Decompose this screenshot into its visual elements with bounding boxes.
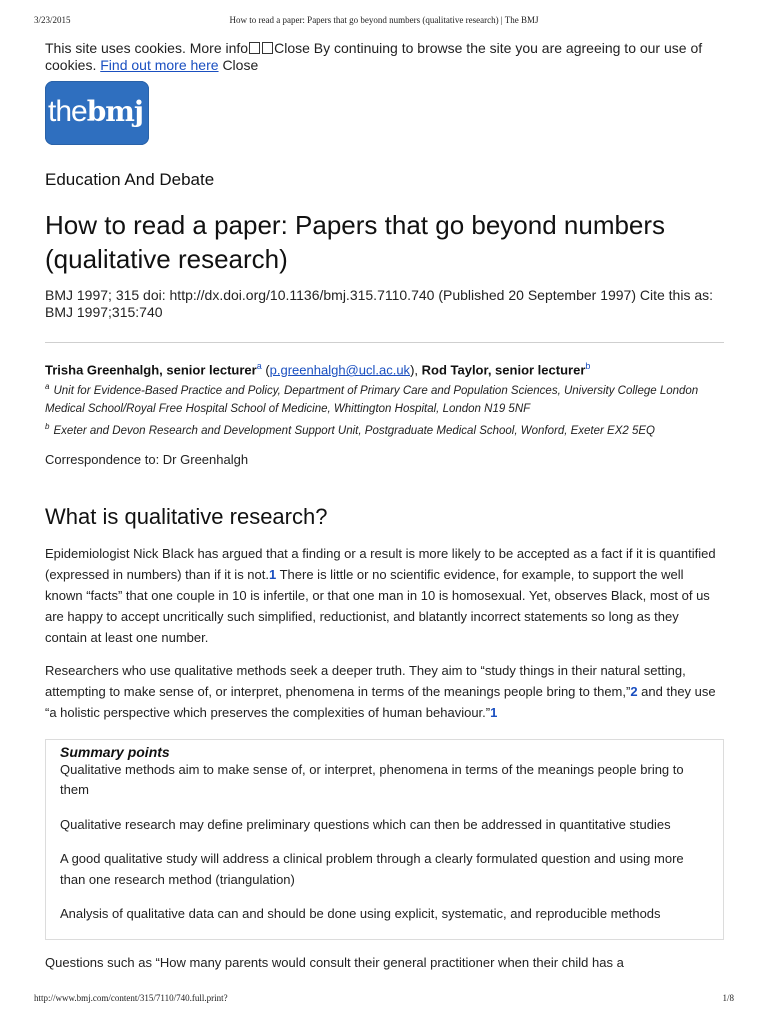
summary-points-box — [45, 739, 724, 940]
divider — [45, 342, 724, 343]
cookie-close-button[interactable]: Close — [222, 57, 259, 73]
print-url: http://www.bmj.com/content/315/7110/740.full.print? — [34, 993, 228, 1003]
affiliation-text: Exeter and Devon Research and Development Support Unit, Postgraduate Medical School, Wonford, Exeter EX2 5EQ — [53, 424, 655, 437]
print-date: 3/23/2015 — [34, 15, 71, 25]
affiliation-a — [45, 378, 724, 418]
paragraph-text: There is little or no scientific evidence, for example, to support the well known “facts” that one couple in 10 is infertile, or that one man in 10 is homosexual. Yet, observes Black, most of us are happy to accept uncritically such simplified, reductionist, and blatantly incorrect statements so long as they contain at least one number. — [45, 566, 710, 645]
checkbox-icon[interactable] — [249, 42, 260, 54]
summary-point: Analysis of qualitative data can and should be done using explicit, systematic, and reproducible methods — [60, 906, 661, 922]
affiliation-mark: a — [45, 382, 50, 392]
print-header — [34, 15, 734, 29]
author-email-link[interactable]: p.greenhalgh@ucl.ac.uk — [269, 362, 411, 378]
affiliation-text: Unit for Evidence-Based Practice and Policy, Department of Primary Care and Population Sciences, University College London Medical School/Royal Free Hospital School of Medicine, Whittington Hospital, London N19 5NF — [45, 385, 699, 416]
print-footer — [34, 993, 734, 1007]
logo-text-light: the — [48, 95, 87, 128]
cookie-text-start: This site uses cookies. More info — [45, 40, 249, 56]
summary-point: Qualitative research may define preliminary questions which can then be addressed in quantitative studies — [60, 816, 671, 832]
logo-text — [48, 95, 143, 129]
correspondence: Correspondence to: Dr Greenhalgh — [45, 451, 249, 467]
cookie-notice — [45, 40, 724, 74]
section-heading: What is qualitative research? — [45, 503, 328, 529]
paragraph-1 — [45, 543, 724, 648]
section-label: Education And Debate — [45, 170, 215, 189]
article-page — [45, 40, 724, 973]
bmj-logo[interactable] — [45, 81, 149, 145]
logo-text-bold: bmj — [86, 95, 144, 128]
summary-title: Summary points — [60, 743, 170, 760]
reference-link[interactable]: 1 — [490, 704, 498, 720]
paragraph-text: Epidemiologist Nick Black has argued that a finding or a result is more likely to be accepted as a fact if it is quantified (expressed in numbers) than if it is not. — [45, 545, 716, 582]
paragraph-2 — [45, 660, 724, 723]
reference-link[interactable]: 2 — [630, 683, 638, 699]
affiliation-b — [45, 418, 724, 440]
reference-link[interactable]: 1 — [269, 566, 277, 582]
affiliation-mark: b — [45, 422, 50, 432]
paragraph-text: Researchers who use qualitative methods seek a deeper truth. They aim to “study things in their natural setting, attempting to make sense of, or interpret, phenomena in terms of the meanings people bring to them,” — [45, 662, 686, 699]
paragraph-text: and they use “a holistic perspective which preserves the complexities of human behaviour.” — [45, 683, 716, 720]
cookie-text-mid: Close By continuing to browse the site you are agreeing to our use of cookies. — [45, 40, 703, 73]
checkbox-icon[interactable] — [262, 42, 273, 54]
print-page-number: 1/8 — [722, 993, 734, 1003]
author-1: Trisha Greenhalgh, senior lecturer — [45, 362, 257, 378]
author-2: Rod Taylor, senior lecturer — [421, 362, 586, 378]
article-title: How to read a paper: Papers that go beyond numbers (qualitative research) — [45, 210, 666, 274]
citation: BMJ 1997; 315 doi: http://dx.doi.org/10.1136/bmj.315.7110.740 (Published 20 September 1997) Cite this as: BMJ 1997;315:740 — [45, 287, 714, 320]
paragraph-3: Questions such as “How many parents would consult their general practitioner when their child has a — [45, 954, 624, 970]
summary-point: A good qualitative study will address a clinical problem through a clearly formulated question and using more than one research method (triangulation) — [60, 851, 684, 887]
authors-line: Trisha Greenhalgh, senior lecturer$^a$ (p.greenhalgh@ucl.ac.uk), Rod Taylor, senior lecturer$^b$ — [45, 361, 591, 378]
author-2-affiliation-mark[interactable]: b — [585, 361, 591, 371]
summary-point: Qualitative methods aim to make sense of, or interpret, phenomena in terms of the meanings people bring to them — [60, 761, 684, 798]
find-out-more-link[interactable]: Find out more here — [100, 57, 219, 73]
author-1-affiliation-mark[interactable]: a — [256, 361, 262, 371]
print-page-title: How to read a paper: Papers that go beyond numbers (qualitative research) | The BMJ — [229, 15, 539, 25]
